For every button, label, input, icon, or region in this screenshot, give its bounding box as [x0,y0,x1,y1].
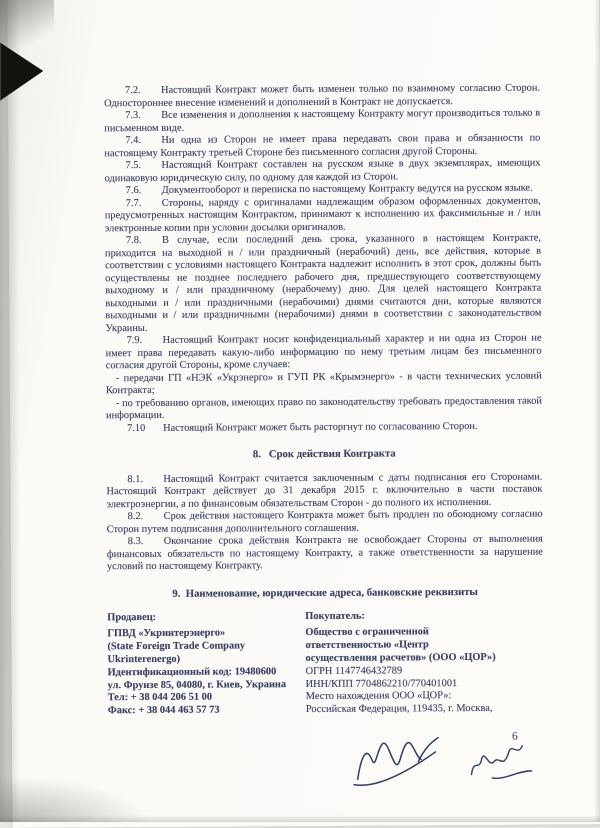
seller-phone: Тел: + 38 044 206 51 00 [107,692,213,704]
clause-8-3 [107,534,543,574]
clause-number: 7.3. [125,110,141,122]
clause-text: Настоящий Контракт может быть изменен только по взаимному согласию Сторон. Одностороннее внесение изменений и дополнений в Контракт не допускается. [104,82,541,109]
clause-7-8 [105,233,542,336]
section-8-heading: 8. Срок действия Контракта [252,447,396,461]
clause-text: Окончание срока действия Контракта не освобождает Стороны от выполнения финансовых обязательств по настоящему Контракту, а также ответственности за нарушение условий по настоящему Контракту. [106,533,543,573]
buyer-company-name-1: Общество с ограниченной [305,626,429,638]
seller-fax: Факс: + 38 044 463 57 73 [107,704,220,717]
seller-label: Продавец: [107,611,157,624]
clause-7-4 [104,133,540,161]
buyer-location: Российская Федерация, 119435, г. Москва, [305,703,493,716]
clause-7-5 [104,158,540,186]
clause-number: 7.9. [126,334,143,347]
clause-7-2 [104,83,540,111]
buyer-inn-kpp: ИНН/КПП 7704862210/770401001 [305,677,458,690]
clause-text: - передачи ГП «НЭК «Укрэнерго» и ГУП РК «Крымэнерго» - в части технических условий Контракта; [105,370,542,397]
clause-7-10 [106,420,542,435]
clause-text: Срок действия настоящего Контракта может быть продлен по обоюдному согласию Сторон путем подписания дополнительного соглашения. [106,508,543,535]
paper-sheet [7,0,600,828]
clause-text: Все изменения и дополнения к настоящему Контракту могут производиться только в письменном виде. [104,107,541,134]
clause-number: 7.4. [125,135,141,147]
clause-7-9 [106,333,542,373]
buyer-block [305,610,544,718]
clause-text: Настоящий Контракт считается заключенным с даты подписания его Сторонами. Настоящий Контракт действует до 31 декабря 2015 г. включительно в части поставок электроэнергии, а по финансовым обязательствам Сторон - до полного их исполнения. [106,471,543,510]
clause-number: 7.8. [125,235,142,247]
clause-8-2 [107,509,543,537]
clause-7-9-item-1 [106,370,542,398]
seller-address: ул. Фрунзе 85, 04080, г. Киев, Украина [107,678,287,691]
clause-text: Настоящий Контракт может быть расторгнут по согласованию Сторон. [163,420,478,434]
signature-buyer [461,734,538,789]
clause-text: - по требованию органов, имеющих право по законодательству требовать предоставления такой информации. [105,395,542,422]
clause-text: Настоящий Контракт составлен на русском языке в двух экземплярах, имеющих одинаковую юридическую силу, по одному для каждой из Сторон. [104,157,541,184]
clause-text: Настоящий Контракт носит конфиденциальный характер и ни одна из Сторон не имеет права передавать какую-либо информацию по нему третьим лицам без письменного согласия другой Стороны, кроме случаев: [105,332,542,372]
seller-id-code: Идентификационный код: 19480600 [107,665,277,678]
clause-8-1 [106,471,542,511]
clause-number: 7.5. [125,160,142,172]
buyer-label: Покупатель: [305,610,366,623]
page-number: 6 [511,730,518,743]
seller-company-name-en-1: (State Foreign Trade Company [107,640,246,653]
clause-number: 7.6. [125,185,142,197]
buyer-ogrn: ОГРН 1147746432789 [305,665,403,677]
clause-number: 7.10 [127,422,146,434]
clause-7-7 [105,195,541,235]
buyer-location-label: Место нахождения ООО «ЦОР»: [305,690,452,703]
clause-text: В случае, если последний день срока, указанного в настоящем Контракте, приходится на выходной и / или праздничный (нерабочий) день, все действия, которые в соответствии с условиями настоящего Контракта надлежит исполнить в этот срок, должны быть осуществлены не позднее последнего рабочего дня, предшествующего соответствующему выходному и / или праздничному (нерабочему) дню. Для целей настоящего Контракта выходными и / или праздничными (нерабочими) днями считаются дни, которые являются выходными и / или праздничными (нерабочими) днями в соответствии с законодательством Украины. [104,232,542,334]
seller-block [107,611,306,718]
clause-7-9-item-2 [106,395,542,423]
buyer-company-name-3: осуществления расчетов» (ООО «ЦОР») [305,651,496,664]
clause-number: 8.2. [127,510,144,523]
clause-text: Документооборот и переписка по настоящему Контракту ведутся на русском языке. [161,182,533,196]
clause-text: Стороны, наряду с оригиналами надлежащим образом оформленных документов, предусмотренных настоящим Контрактом, принимают к исполнению их факсимильные и / или электронные копии при условии досылки оригиналов. [104,195,541,234]
clause-7-3 [104,108,540,136]
clause-number: 7.2. [124,85,141,97]
section-9-heading: 9. Наименование, юридические адреса, банковские реквизиты [172,585,478,600]
contract-text-block [104,83,544,719]
clause-number: 8.1. [127,473,144,485]
signature-seller [346,729,451,793]
seller-company-name-en-2: Ukrinterenergo) [107,653,181,665]
clause-text: Ни одна из Сторон не имеет права передавать свои права и обязанности по настоящему Контракту третьей Стороне без письменного согласия другой Стороны. [104,132,541,159]
clause-number: 7.7. [125,197,142,209]
requisites-columns [107,610,544,719]
buyer-company-name-2: ответственностью «Центр [305,639,429,651]
seller-company-name: ГПВД «Укринтерэнерго» [107,627,226,640]
clause-number: 8.3. [127,535,144,548]
